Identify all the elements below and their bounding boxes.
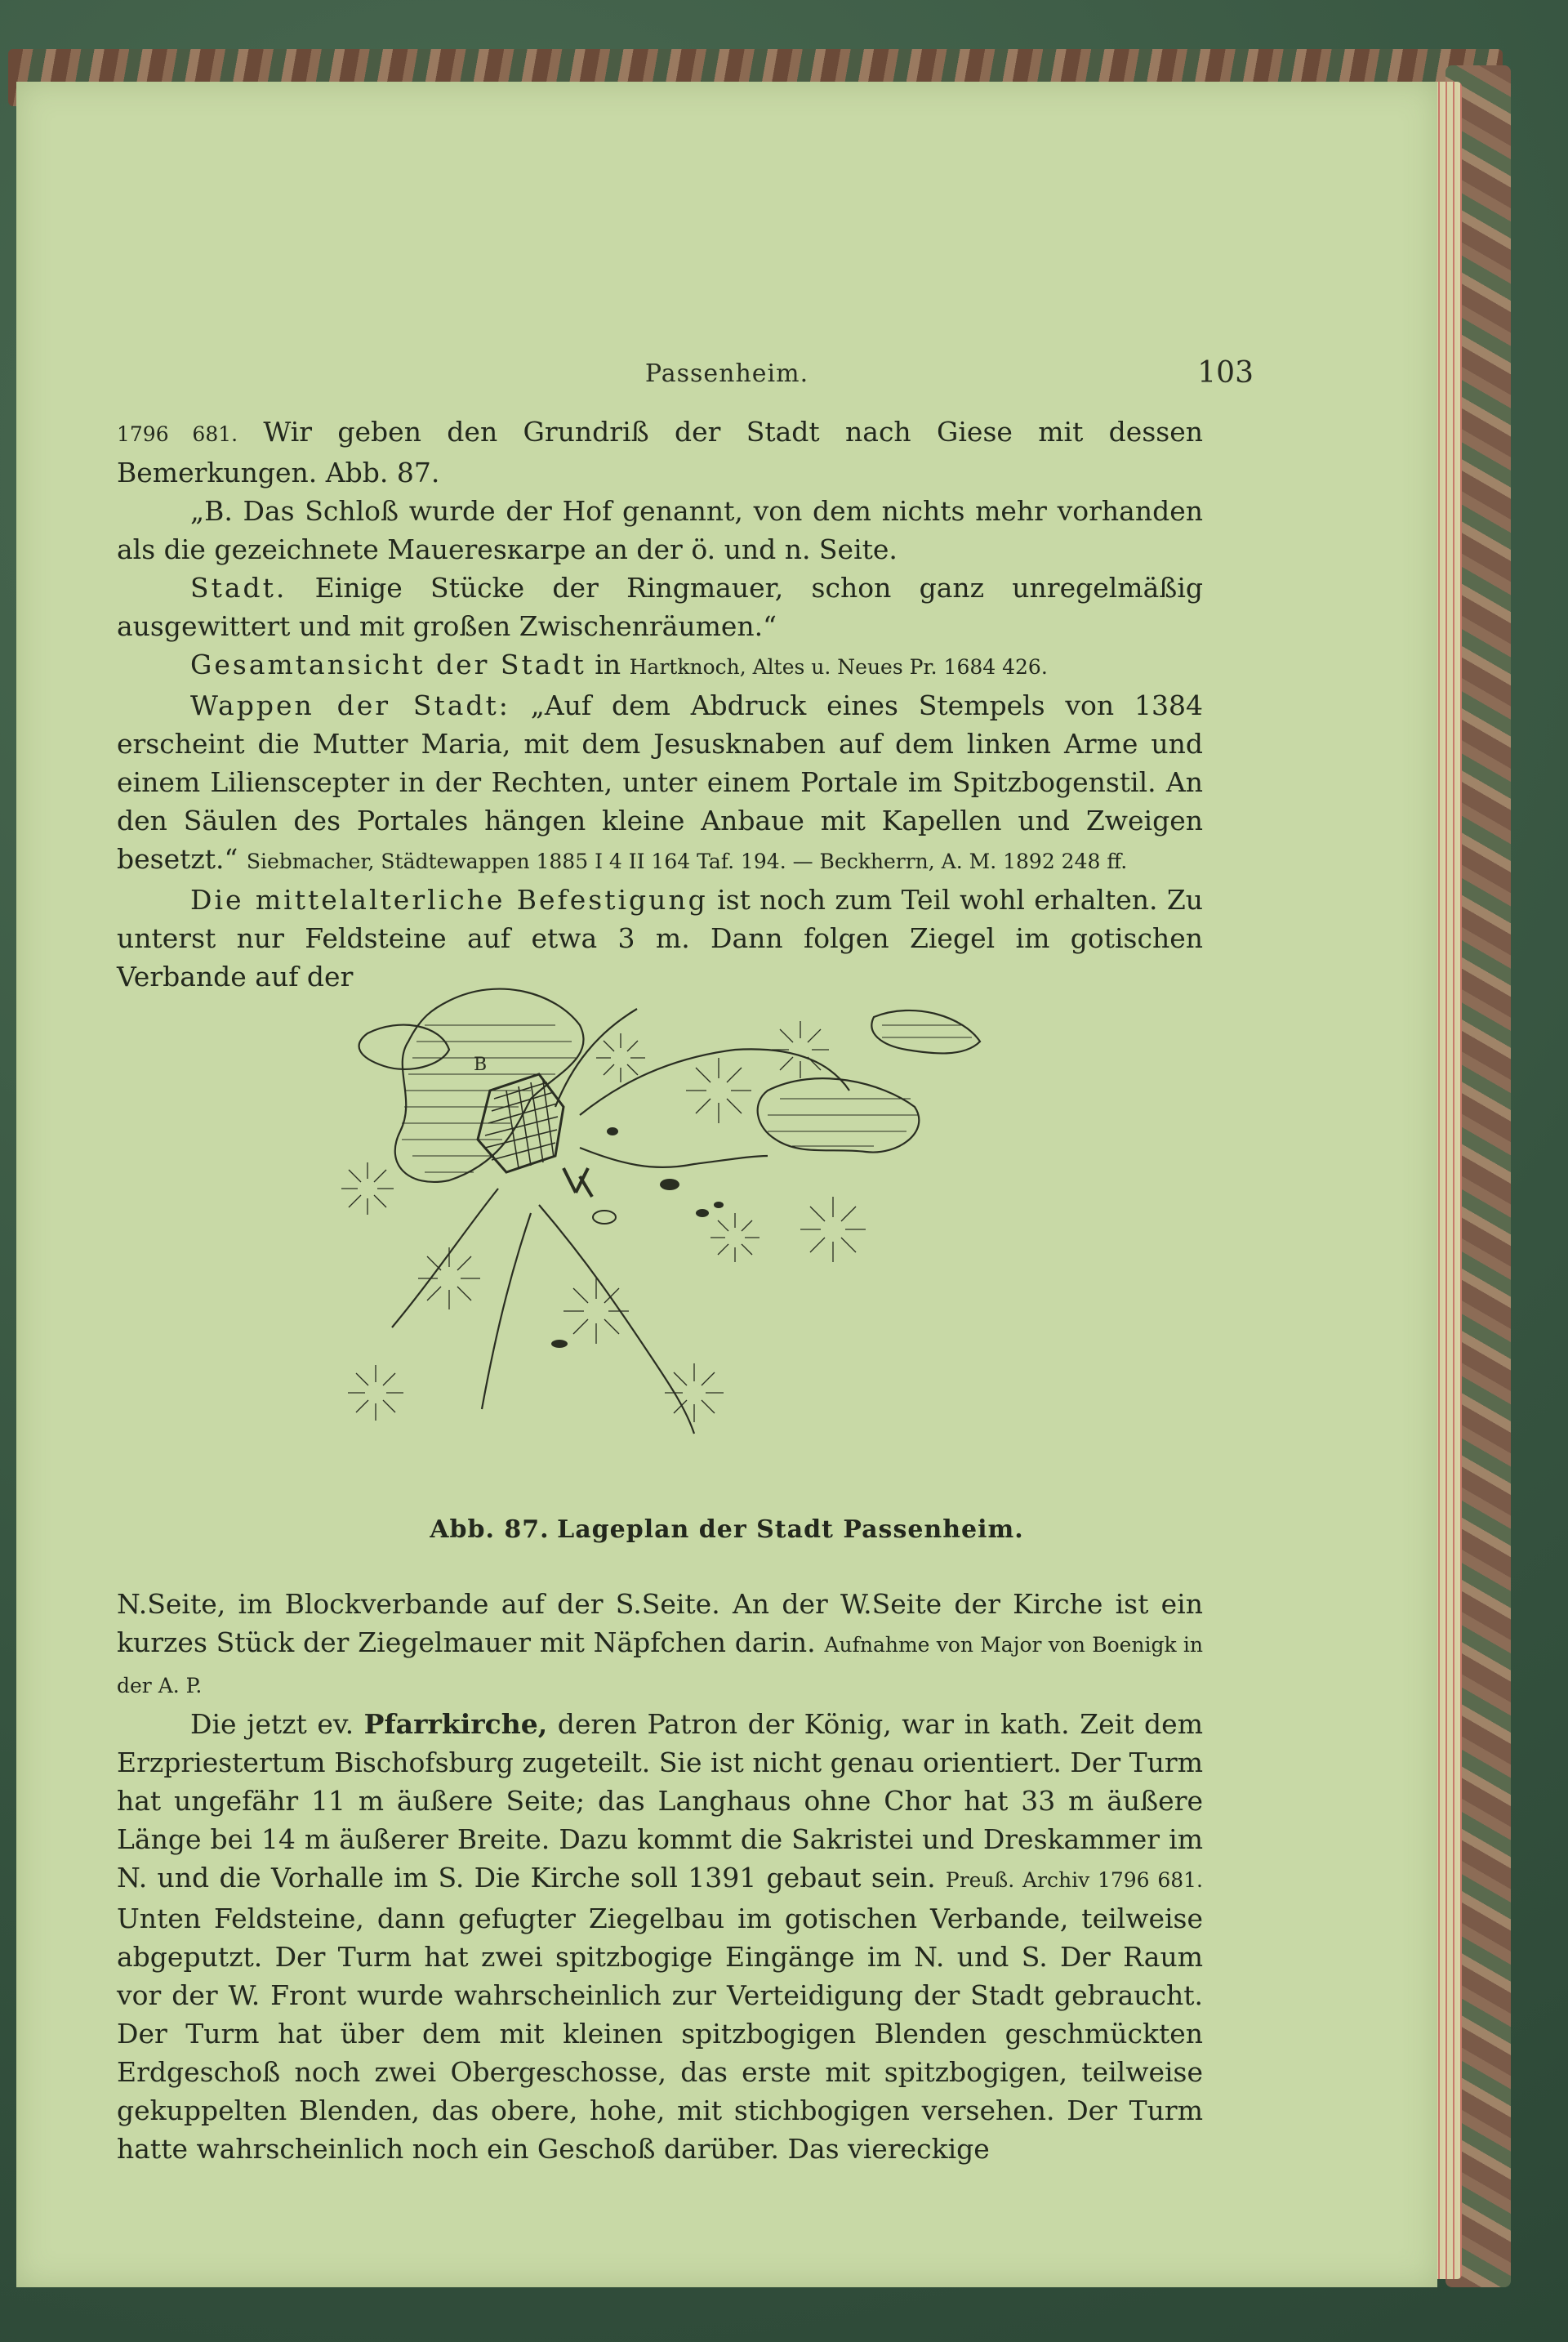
book-page: [16, 82, 1437, 2287]
figure-caption: [16, 1515, 1437, 1544]
caption-prefix: Abb. 87.: [430, 1515, 550, 1544]
paragraph: [117, 645, 1203, 686]
paragraph-segment: Hartknoch, Altes u. Neues Pr. 1684 426.: [629, 655, 1048, 679]
paragraph-segment: deren Patron der König, war in kath. Zeit dem Erzpriestertum Bischofsburg zugeteilt. Sie ist nicht genau orientiert. Der Turm hat ungefähr 11 m äußere Seite; das Langhaus ohne Chor hat 33 m äußere Länge bei 14 m äußerer Breite. Dazu kommt die Sakristei und Dreskammer im N. und die Vorhalle im S. Die Kirche soll 1391 gebaut sein.: [117, 1708, 1203, 1894]
castle-marks: [564, 1168, 592, 1197]
paragraph-segment: Aufnahme von Major von Boenigk in der A. P.: [117, 1633, 1203, 1697]
paragraph-segment: „Auf dem Abdruck eines Stempels von 1384 erscheint die Mutter Maria, mit dem Jesusknaben auf dem linken Arme und einem Liliensсepter in der Rechten, unter einem Portale im Spitzbogenstil. An den Säulen des Portales hängen kleine Anbaue mit Kapellen und Zweigen besetzt.“: [117, 689, 1203, 875]
paragraph-segment: ist noch zum Teil wohl erhalten. Zu unterst nur Feldsteine auf etwa 3 m. Dann folgen Ziegel im gotischen Verbande auf der: [117, 884, 1204, 993]
lake-northeast: [871, 1010, 980, 1054]
caption-text: Lageplan der Stadt Passenheim.: [557, 1515, 1024, 1544]
paragraph-segment: Siebmacher, Städtewappen 1885 I 4 II 164 Taf. 194. — Beckherrn, A. M. 1892 248 ff.: [246, 850, 1128, 873]
paragraph-segment: „B. Das Schloß wurde der Hof genannt, von dem nichts mehr vorhanden als die gezeichnete Maueresкarpe an der ö. und n. Seite.: [117, 495, 1203, 565]
lake-north: [359, 1025, 449, 1069]
paragraph: [117, 1585, 1203, 1705]
small-ponds: [551, 1127, 724, 1348]
running-title: Passenheim.: [644, 359, 809, 388]
paragraph-segment: 1796 681.: [117, 422, 238, 446]
page-number: 103: [1197, 356, 1254, 390]
running-head: [16, 356, 1437, 400]
road-east: [580, 1148, 768, 1167]
paragraph-segment: Pfarrkirche,: [363, 1708, 548, 1740]
paragraph: [117, 413, 1203, 492]
text-block-top: [117, 413, 1203, 996]
paragraph-segment: Gesamtansicht der Stadt: [190, 649, 586, 680]
paragraph: [117, 569, 1203, 645]
road-south: [482, 1213, 531, 1409]
paragraph-segment: Die jetzt ev.: [190, 1708, 364, 1740]
paragraph-segment: Wir geben den Grundriß der Stadt nach Giese mit dessen Bemerkungen. Abb. 87.: [117, 416, 1203, 488]
paragraph-segment: Unten Feldsteine, dann gefugter Ziegelbau im gotischen Verbande, teilweise abgeputzt. Der Turm hat zwei spitzbogige Eingänge im N. und S. Der Raum vor der W. Front wurde wahrscheinlich zur Verteidigung der Stadt gebraucht. Der Turm hat über dem mit kleinen spitzbogigen Blenden geschmückten Erdgeschoß noch zwei Obergeschosse, das erste mit spitzbogigen, teilweise gekuppelten Blenden, das obere, hohe, mit stichbogigen versehen. Der Turm hatte wahrscheinlich noch ein Geschoß darüber. Das viereckige: [117, 1903, 1203, 2165]
paragraph-segment: in: [586, 649, 630, 680]
paragraph-segment: N.Seite, im Blockverbande auf der S.Seite. An der W.Seite der Kirche ist ein kurzes Stück der Ziegelmauer mit Näpfchen darin.: [117, 1588, 1203, 1658]
map-label-b: B: [474, 1055, 488, 1075]
text-block-bottom: [117, 1585, 1203, 2168]
paragraph: [117, 686, 1203, 881]
paragraph: [117, 1705, 1203, 2168]
town-grid: [485, 1081, 558, 1168]
paragraph-segment: Einige Stücke der Ringmauer, schon ganz unregelmäßig ausgewittert und mit großen Zwischenräumen.“: [117, 572, 1203, 642]
hills: [341, 1021, 866, 1422]
site-plan-figure: [310, 968, 1029, 1442]
road-southeast: [539, 1205, 694, 1434]
paragraph-segment: Stadt.: [190, 572, 287, 604]
paragraph-segment: Preuß. Archiv 1796 681.: [945, 1868, 1203, 1892]
paragraph: [117, 492, 1203, 569]
paragraph-segment: Die mittelalterliche Befestigung: [190, 884, 708, 916]
paragraph-segment: Wappen der Stadt:: [190, 689, 510, 721]
road-southwest: [392, 1189, 498, 1327]
